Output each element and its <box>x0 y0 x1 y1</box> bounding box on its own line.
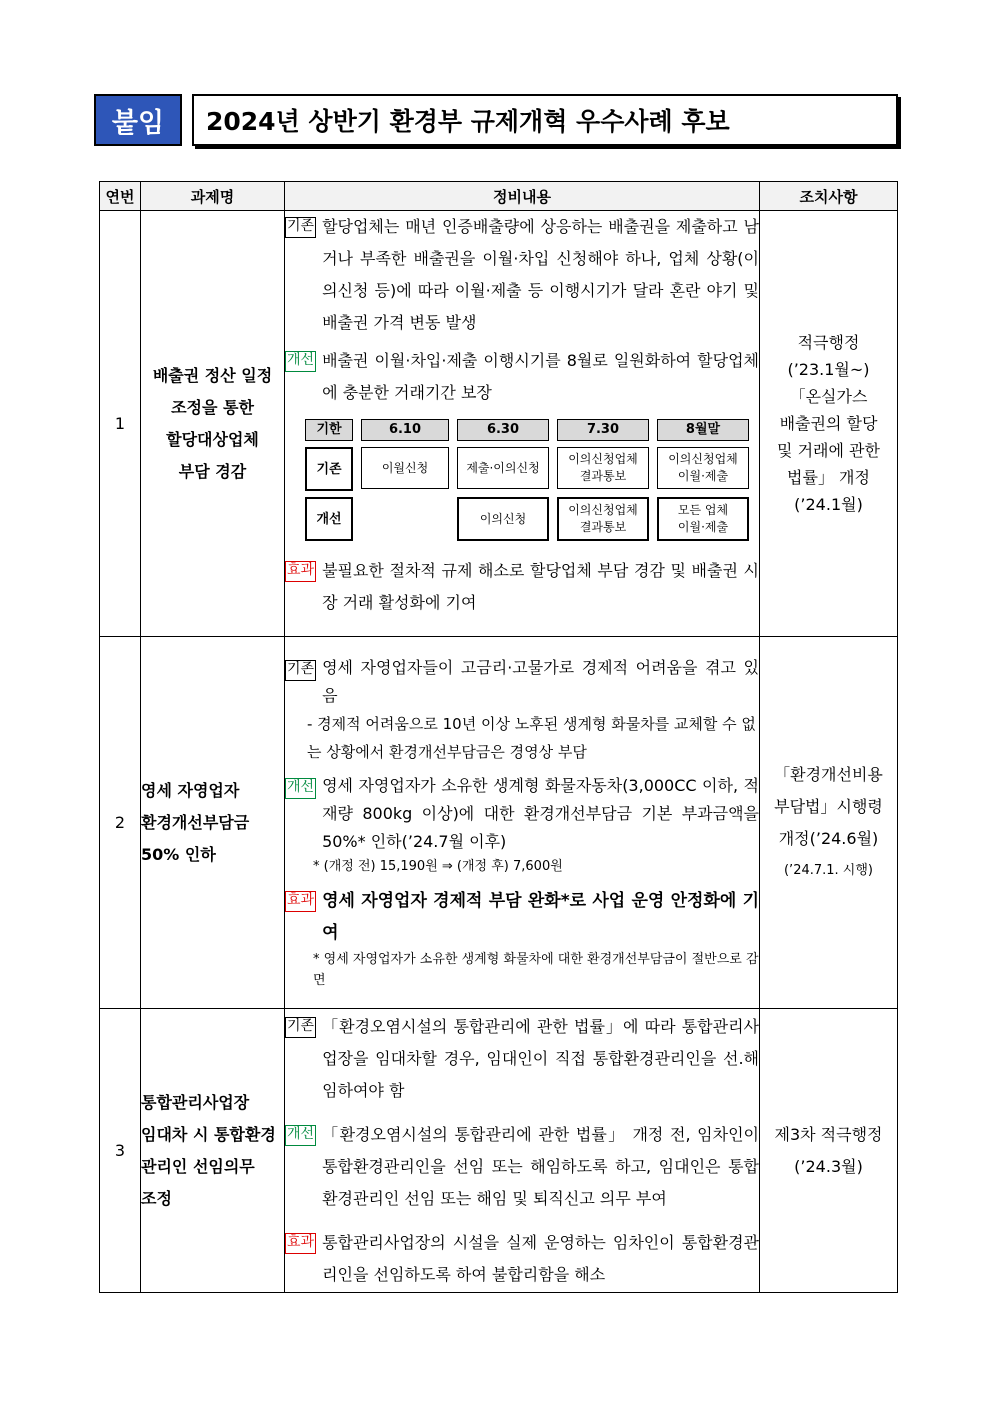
task-line: 환경개선부담금 <box>141 812 250 832</box>
task-line: 통합관리사업장 <box>141 1092 250 1112</box>
row-number: 3 <box>100 1009 141 1293</box>
row-number: 2 <box>100 637 141 1009</box>
task-line: 부담 경감 <box>178 461 247 481</box>
col-header-task: 과제명 <box>141 182 285 211</box>
task-name <box>141 637 285 1009</box>
attachment-badge: 붙임 <box>94 94 182 146</box>
action-line: 법률」 개정 <box>787 468 870 487</box>
table-row <box>100 1009 898 1293</box>
improve-section <box>285 345 759 409</box>
schedule-header: 6.30 <box>457 419 549 441</box>
improve-text: 배출권 이월·차입·제출 이행시기를 8월로 일원화하여 할당업체에 충분한 거래기간 보장 <box>322 351 759 402</box>
before-section <box>285 654 759 710</box>
schedule-header: 7.30 <box>557 419 649 441</box>
table-row <box>100 211 898 637</box>
schedule-cell <box>557 497 649 541</box>
task-line: 조정을 통한 <box>171 397 254 417</box>
schedule-header: 6.10 <box>361 419 449 441</box>
schedule-cell <box>557 447 649 489</box>
action-line: 배출권의 할당 <box>779 414 878 433</box>
table-header-row <box>100 182 898 211</box>
schedule-diagram <box>305 419 759 541</box>
schedule-cell-line: 제출·이의신청 <box>466 460 540 475</box>
effect-text: 영세 자영업자 경제적 부담 완화*로 사업 운영 안정화에 기여 <box>322 891 759 943</box>
improve-section <box>285 1119 759 1215</box>
before-tag: 기존 <box>285 1017 316 1038</box>
schedule-row-label: 기존 <box>305 447 353 491</box>
schedule-header: 기한 <box>305 419 353 441</box>
task-line: 조정 <box>141 1188 172 1208</box>
col-header-num: 연번 <box>100 182 141 211</box>
before-text: 「환경오염시설의 통합관리에 관한 법률」에 따라 통합관리사업장을 임대차할 경우, 임대인이 직접 통합환경관리인을 선.해임하여야 함 <box>322 1016 759 1100</box>
schedule-cell <box>657 447 749 489</box>
before-text: 영세 자영업자들이 고금리·고물가로 경제적 어려움을 겪고 있음 <box>322 658 759 705</box>
task-name <box>141 211 285 637</box>
effect-text: 통합관리사업장의 시설을 실제 운영하는 임차인이 통합환경관리인을 선임하도록 하여 불합리함을 해소 <box>322 1232 759 1284</box>
schedule-header: 8월말 <box>657 419 749 441</box>
reform-cases-table <box>99 181 898 1293</box>
schedule-cell-line: 이의신청업체 <box>568 452 638 466</box>
effect-section <box>285 885 759 949</box>
schedule-row-label: 개선 <box>305 497 353 541</box>
improve-text: 「환경오염시설의 통합관리에 관한 법률」 개정 전, 임차인이 통합환경관리인을 선임 또는 해임하도록 하고, 임대인은 통합환경관리인 선임 또는 해임 및 퇴직신고 의무 부여 <box>322 1124 759 1208</box>
task-line: 영세 자영업자 <box>141 780 240 800</box>
action-line: 적극행정 <box>797 333 860 352</box>
action-line: (’24.1월) <box>794 495 863 514</box>
reform-content <box>285 637 760 1009</box>
action-line: 및 거래에 관한 <box>777 441 880 460</box>
effect-tag: 효과 <box>285 561 316 582</box>
improve-text: 영세 자영업자가 소유한 생계형 화물자동차(3,000CC 이하, 적재량 800kg 이상)에 대한 환경개선부담금 기본 부과금액을 50%* 인하(’24.7월 이후) <box>322 776 759 851</box>
page-title: 2024년 상반기 환경부 규제개혁 우수사례 후보 <box>192 94 898 146</box>
schedule-cell-empty <box>361 497 449 537</box>
effect-section <box>285 1227 759 1291</box>
reform-content <box>285 1009 760 1293</box>
effect-tag: 효과 <box>285 1233 316 1254</box>
schedule-cell-line: 이월·제출 <box>677 520 729 534</box>
effect-text: 불필요한 절차적 규제 해소로 할당업체 부담 경감 및 배출권 시장 거래 활성화에 기여 <box>322 561 759 612</box>
schedule-cell <box>457 447 549 489</box>
schedule-cell <box>657 497 749 541</box>
action-line: (’23.1월~) <box>787 360 870 379</box>
action-taken <box>760 1009 898 1293</box>
schedule-cell-line: 이의신청 <box>479 511 527 526</box>
task-line: 관리인 선임의무 <box>141 1156 255 1176</box>
schedule-cell-line: 이의신청업체 <box>568 503 638 517</box>
schedule-cell-line: 결과통보 <box>579 469 627 483</box>
action-line: (’24.3월) <box>794 1156 863 1176</box>
task-line: 50% 인하 <box>141 844 216 864</box>
improve-tag: 개선 <box>285 351 316 372</box>
effect-tag: 효과 <box>285 891 316 912</box>
before-subpoint: - 경제적 어려움으로 10년 이상 노후된 생계형 화물차를 교체할 수 없는 상황에서 환경개선부담금은 경영상 부담 <box>307 715 756 761</box>
before-section <box>285 1011 759 1107</box>
effect-section <box>285 555 759 619</box>
col-header-content: 정비내용 <box>285 182 760 211</box>
before-tag: 기존 <box>285 660 316 681</box>
table-row <box>100 637 898 1009</box>
before-text: 할당업체는 매년 인증배출량에 상응하는 배출권을 제출하고 남거나 부족한 배출권을 이월·차입 신청해야 하나, 업체 상황(이의신청 등)에 따라 이월·제출 등 이행시기가 달라 혼란 야기 및 배출권 가격 변동 발생 <box>322 217 759 332</box>
schedule-cell-line: 이월·제출 <box>677 469 729 483</box>
improve-tag: 개선 <box>285 1125 316 1146</box>
improve-section <box>285 772 759 856</box>
before-section <box>285 211 759 339</box>
task-line: 임대차 시 통합환경 <box>141 1124 276 1144</box>
action-taken <box>760 637 898 1009</box>
action-taken <box>760 211 898 637</box>
action-line: 제3차 적극행정 <box>774 1124 883 1144</box>
col-header-action: 조치사항 <box>760 182 898 211</box>
task-name <box>141 1009 285 1293</box>
schedule-cell <box>457 497 549 541</box>
action-line: (’24.7.1. 시행) <box>783 862 873 878</box>
schedule-cell-line: 이월신청 <box>381 460 429 475</box>
schedule-cell-line: 모든 업체 <box>677 503 729 517</box>
improve-tag: 개선 <box>285 778 316 799</box>
before-tag: 기존 <box>285 217 316 238</box>
schedule-cell-line: 이의신청업체 <box>668 452 738 466</box>
improve-note: * (개정 전) 15,190원 ⇒ (개정 후) 7,600원 <box>313 859 563 874</box>
reform-content <box>285 211 760 637</box>
action-line: 「환경개선비용 <box>774 764 883 784</box>
action-line: 「온실가스 <box>789 387 868 406</box>
action-line: 부담법」시행령 <box>774 796 883 816</box>
task-line: 배출권 정산 일정 <box>152 365 273 385</box>
row-number: 1 <box>100 211 141 637</box>
task-line: 할당대상업체 <box>166 429 259 449</box>
effect-note: * 영세 자영업자가 소유한 생계형 화물차에 대한 환경개선부담금이 절반으로 감면 <box>313 952 759 988</box>
action-line: 개정(’24.6월) <box>778 828 879 848</box>
schedule-cell-line: 결과통보 <box>579 520 627 534</box>
schedule-cell <box>361 447 449 489</box>
